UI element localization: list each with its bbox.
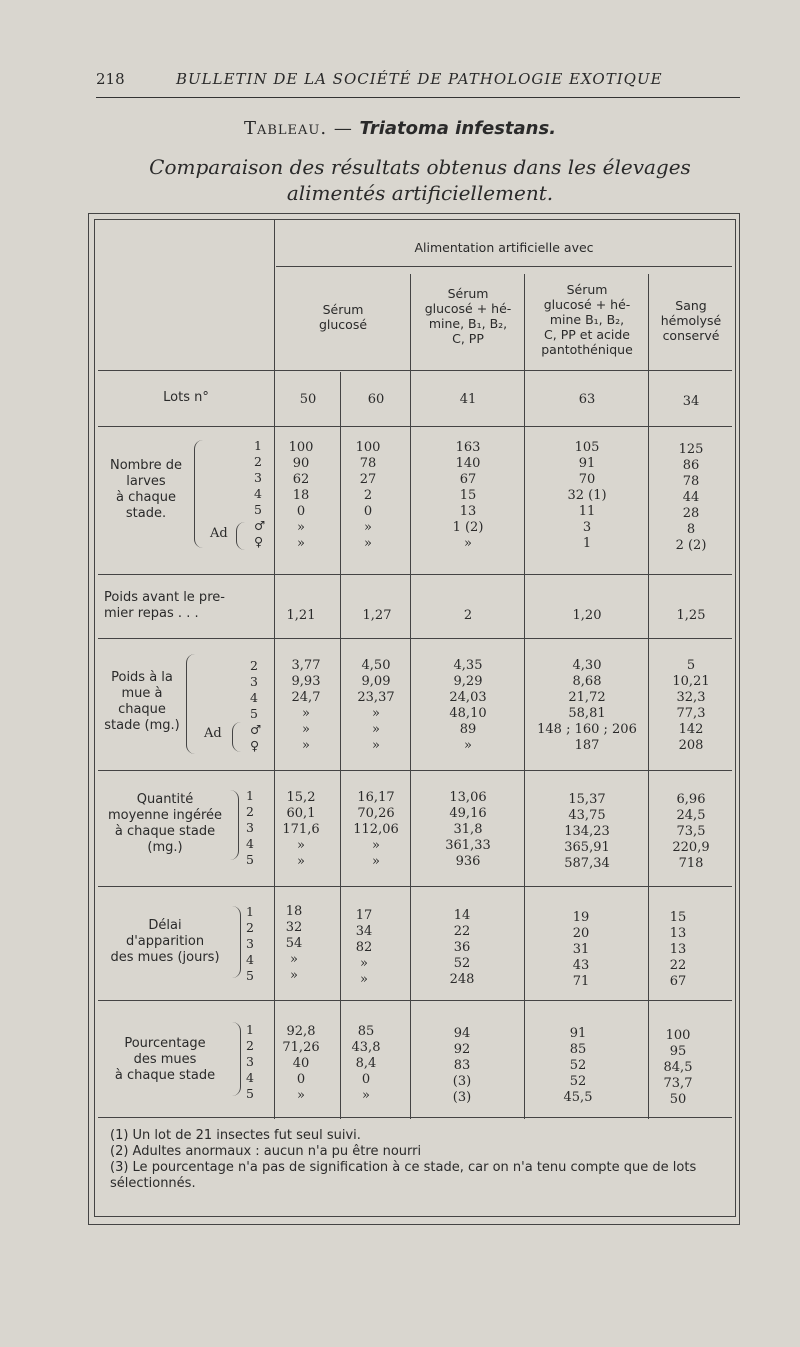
data-column <box>526 792 648 872</box>
brace <box>194 440 203 548</box>
data-cell: 43,75 <box>568 808 606 823</box>
data-cell: » <box>372 738 380 753</box>
adult-label: Ad <box>210 526 228 541</box>
row-label-line: d'apparition <box>125 934 205 949</box>
row-label-line: Poids avant le pre- <box>104 590 225 605</box>
column-header-serum-glucose-hemine <box>412 286 524 346</box>
data-cell: 3,77 <box>291 658 321 673</box>
table-subtitle: Comparaison des résultats obtenus dans les élevages alimentés artificiellement. <box>149 155 691 205</box>
data-cell: » <box>297 536 305 551</box>
column-header-line: Sérum <box>447 286 489 301</box>
row-label-line: Quantité <box>136 792 194 807</box>
stage-number: 5 <box>246 852 254 867</box>
data-cell: 48,10 <box>449 706 487 721</box>
grid-vline <box>340 372 341 1119</box>
stage-number: 3 <box>250 674 258 689</box>
row-label-quantite-ingeree <box>98 792 232 856</box>
row-label-nombre-de-larves <box>98 458 194 522</box>
data-cell: 78 <box>359 456 377 471</box>
header-rule <box>96 97 740 98</box>
column-header-line: glucosé + hé- <box>424 301 512 316</box>
stage-number: 4 <box>250 690 258 705</box>
row-label-line: (mg.) <box>147 840 183 855</box>
data-column <box>650 910 706 990</box>
data-cell: 13 <box>669 926 687 941</box>
data-cell: 54 <box>285 936 303 951</box>
stage-number: 4 <box>246 952 254 967</box>
data-cell: » <box>302 722 310 737</box>
row-label-line: Nombre de <box>109 458 183 473</box>
row-label-line: à chaque stade <box>114 824 216 839</box>
data-cell: 16,17 <box>357 790 395 805</box>
stage-number: 1 <box>246 788 254 803</box>
data-cell: 71 <box>572 974 590 989</box>
row-label-poids-a-la-mue <box>98 670 186 734</box>
data-cell: 14 <box>453 908 471 923</box>
data-cell: 134,23 <box>564 824 610 839</box>
data-cell: » <box>362 1088 370 1103</box>
data-column <box>412 1026 512 1106</box>
data-cell: 100 <box>665 1028 691 1043</box>
data-cell: 52 <box>569 1074 587 1089</box>
data-column <box>342 908 386 988</box>
column-header-line: mine B₁, B₂, <box>549 312 625 327</box>
stage-number: 3 <box>246 820 254 835</box>
stage-number: 2 <box>250 658 258 673</box>
data-cell: 9,09 <box>361 674 391 689</box>
column-header-sang-hemolyse <box>650 298 732 343</box>
data-column <box>650 658 732 754</box>
data-column <box>342 1024 390 1104</box>
grid-vline <box>648 274 649 1119</box>
stage-number: 1 <box>246 904 254 919</box>
column-header-serum-pantothenique <box>526 282 648 357</box>
data-cell: 4,30 <box>572 658 602 673</box>
data-cell: 18 <box>285 904 303 919</box>
data-cell: 84,5 <box>663 1060 693 1075</box>
data-column <box>650 792 732 872</box>
data-cell: 77,3 <box>676 706 706 721</box>
brace <box>230 790 239 860</box>
grid-hline <box>276 266 732 267</box>
data-cell: 71,26 <box>282 1040 320 1055</box>
data-cell: 0 <box>363 504 373 519</box>
grid-vline <box>524 274 525 1119</box>
brace <box>232 1022 241 1096</box>
row-label-line: des mues <box>133 1052 197 1067</box>
stage-male-symbol: ♂ <box>250 722 262 737</box>
data-cell: 82 <box>355 940 373 955</box>
stage-number: 1 <box>254 438 262 453</box>
data-cell: 95 <box>669 1044 687 1059</box>
data-cell: 8 <box>686 522 696 537</box>
data-cell: 11 <box>578 504 596 519</box>
lot-number: 60 <box>367 392 385 407</box>
data-cell: » <box>464 536 472 551</box>
data-cell: 248 <box>449 972 475 987</box>
data-cell: 8,68 <box>572 674 602 689</box>
data-cell: 208 <box>678 738 704 753</box>
stage-number: 3 <box>254 470 262 485</box>
data-column <box>650 442 732 554</box>
data-cell: 91 <box>578 456 596 471</box>
data-cell: 20 <box>572 926 590 941</box>
data-cell: 83 <box>453 1058 471 1073</box>
data-cell: 3 <box>582 520 592 535</box>
lot-number: 50 <box>299 392 317 407</box>
data-cell: » <box>360 972 368 987</box>
lot-number: 34 <box>682 394 700 409</box>
data-cell: 86 <box>682 458 700 473</box>
row-label-line: stade (mg.) <box>104 718 180 733</box>
lots-label: Lots n° <box>163 390 209 405</box>
data-cell: 62 <box>292 472 310 487</box>
data-cell: 18 <box>292 488 310 503</box>
adult-label: Ad <box>204 726 222 741</box>
stage-list <box>246 1022 262 1102</box>
data-column <box>412 908 512 988</box>
lot-number: 41 <box>459 392 477 407</box>
data-cell: 31 <box>572 942 590 957</box>
data-cell: 718 <box>678 856 704 871</box>
data-cell: 6,96 <box>676 792 706 807</box>
row-label-line: mier repas . . . <box>104 606 199 621</box>
row-label-line: à chaque stade <box>114 1068 216 1083</box>
data-cell: 92 <box>453 1042 471 1057</box>
data-column <box>342 790 410 870</box>
grid-hline <box>98 426 732 427</box>
column-header-line: C, PP et acide <box>544 327 630 342</box>
data-cell: 32 <box>285 920 303 935</box>
stage-list <box>246 788 262 868</box>
data-cell: 85 <box>357 1024 375 1039</box>
data-cell: (3) <box>452 1074 472 1089</box>
data-cell: 32 (1) <box>567 488 607 503</box>
table-title <box>0 118 800 139</box>
stage-list <box>250 658 266 754</box>
stage-number: 5 <box>250 706 258 721</box>
column-header-line: conservé <box>662 328 720 343</box>
grid-vline <box>410 274 411 1119</box>
data-cell: 148 ; 160 ; 206 <box>537 722 637 737</box>
data-cell: 73,7 <box>663 1076 693 1091</box>
data-cell: 67 <box>459 472 477 487</box>
column-header-line: Sérum <box>322 302 364 317</box>
data-cell: 89 <box>459 722 477 737</box>
data-cell: 17 <box>355 908 373 923</box>
data-cell: » <box>297 854 305 869</box>
data-cell: 1,25 <box>676 608 706 623</box>
brace <box>236 522 245 550</box>
data-cell: » <box>364 536 372 551</box>
data-cell: 140 <box>455 456 481 471</box>
stage-number: 5 <box>254 502 262 517</box>
row-label-delai-apparition <box>98 918 232 966</box>
column-header-line: hémolysé <box>660 313 722 328</box>
data-cell: 70 <box>578 472 596 487</box>
data-cell: 13,06 <box>449 790 487 805</box>
column-header-line: Sang <box>675 298 707 313</box>
data-cell: » <box>372 722 380 737</box>
data-cell: 19 <box>572 910 590 925</box>
data-cell: 32,3 <box>676 690 706 705</box>
data-cell: » <box>464 738 472 753</box>
data-cell: 40 <box>292 1056 310 1071</box>
row-label-line: Délai <box>148 918 182 933</box>
stage-number: 4 <box>254 486 262 501</box>
data-cell: 171,6 <box>282 822 320 837</box>
stage-list <box>246 904 262 984</box>
data-cell: 15 <box>459 488 477 503</box>
data-column <box>276 904 312 984</box>
data-cell: 70,26 <box>357 806 395 821</box>
data-cell: 8,4 <box>355 1056 377 1071</box>
data-cell: 163 <box>455 440 481 455</box>
page-number: 218 <box>96 70 125 88</box>
data-cell: 23,37 <box>357 690 395 705</box>
grid-hline <box>98 1117 732 1118</box>
data-cell: 142 <box>678 722 704 737</box>
data-column <box>342 658 410 754</box>
row-label-line: à chaque <box>116 490 176 505</box>
data-cell: » <box>297 838 305 853</box>
data-cell: 125 <box>678 442 704 457</box>
data-cell: 587,34 <box>564 856 610 871</box>
data-cell: 15,37 <box>568 792 606 807</box>
grid-hline <box>98 574 732 575</box>
title-dash: — <box>333 118 353 139</box>
data-column <box>276 658 336 754</box>
stage-female-symbol: ♀ <box>250 738 260 753</box>
column-header-line: mine, B₁, B₂, <box>428 316 508 331</box>
data-cell: 365,91 <box>564 840 610 855</box>
stage-number: 3 <box>246 1054 254 1069</box>
data-cell: 1 <box>582 536 592 551</box>
data-cell: 1 (2) <box>452 520 484 535</box>
data-cell: 0 <box>296 1072 306 1087</box>
grid-vline <box>274 219 275 1119</box>
data-cell: 187 <box>574 738 600 753</box>
data-cell: 9,29 <box>453 674 483 689</box>
stage-number: 3 <box>246 936 254 951</box>
brace <box>232 722 241 752</box>
data-cell: 67 <box>669 974 687 989</box>
row-label-pourcentage-mues <box>98 1036 232 1084</box>
data-cell: 15,2 <box>286 790 316 805</box>
footnote: (3) Le pourcentage n'a pas de signification à ce stade, car on n'a tenu compte que de lots sélectionnés. <box>110 1160 697 1191</box>
data-column <box>412 658 524 754</box>
row-label-line: chaque <box>118 702 166 717</box>
grid-hline <box>98 1000 732 1001</box>
data-cell: 21,72 <box>568 690 606 705</box>
column-header-line: glucosé + hé- <box>543 297 631 312</box>
data-cell: 44 <box>682 490 700 505</box>
data-cell: 94 <box>453 1026 471 1041</box>
data-cell: 43 <box>572 958 590 973</box>
data-cell: 361,33 <box>445 838 491 853</box>
data-cell: 34 <box>355 924 373 939</box>
group-header: Alimentation artificielle avec <box>414 240 594 255</box>
column-header-line: pantothénique <box>541 342 633 357</box>
stage-number: 5 <box>246 968 254 983</box>
grid-hline <box>98 886 732 887</box>
data-cell: 45,5 <box>563 1090 593 1105</box>
data-column <box>342 440 394 552</box>
data-cell: » <box>297 520 305 535</box>
data-column <box>276 790 326 870</box>
data-cell: 92,8 <box>286 1024 316 1039</box>
data-cell: 24,03 <box>449 690 487 705</box>
stage-number: 2 <box>246 920 254 935</box>
stage-number: 2 <box>254 454 262 469</box>
data-cell: 50 <box>669 1092 687 1107</box>
data-cell: 43,8 <box>351 1040 381 1055</box>
data-cell: 73,5 <box>676 824 706 839</box>
data-column <box>412 790 524 870</box>
column-header-serum-glucose <box>276 302 410 332</box>
data-cell: 0 <box>296 504 306 519</box>
data-column <box>526 910 636 990</box>
data-cell: 0 <box>361 1072 371 1087</box>
column-header-line: glucosé <box>318 317 368 332</box>
stage-number: 1 <box>246 1022 254 1037</box>
column-header-line: Sérum <box>566 282 608 297</box>
journal-title: BULLETIN DE LA SOCIÉTÉ DE PATHOLOGIE EXOTIQUE <box>176 70 663 88</box>
brace <box>186 654 195 754</box>
data-cell: » <box>297 1088 305 1103</box>
data-cell: (3) <box>452 1090 472 1105</box>
brace <box>232 906 241 978</box>
data-cell: » <box>372 854 380 869</box>
data-cell: 5 <box>686 658 696 673</box>
column-header-line: C, PP <box>452 331 484 346</box>
data-column <box>412 440 524 552</box>
data-cell: » <box>302 706 310 721</box>
data-cell: 1,27 <box>362 608 392 623</box>
data-cell: 15 <box>669 910 687 925</box>
data-cell: 52 <box>569 1058 587 1073</box>
stage-number: 2 <box>246 1038 254 1053</box>
row-label-line: stade. <box>125 506 167 521</box>
stage-number: 2 <box>246 804 254 819</box>
data-cell: 27 <box>359 472 377 487</box>
data-cell: 1,20 <box>572 608 602 623</box>
data-cell: 9,93 <box>291 674 321 689</box>
data-cell: 52 <box>453 956 471 971</box>
data-cell: 22 <box>669 958 687 973</box>
footnotes <box>110 1128 720 1192</box>
row-label-line: larves <box>126 474 166 489</box>
stage-number: 4 <box>246 836 254 851</box>
data-cell: » <box>290 968 298 983</box>
data-cell: » <box>372 838 380 853</box>
data-cell: 78 <box>682 474 700 489</box>
data-cell: 24,5 <box>676 808 706 823</box>
lot-number: 63 <box>578 392 596 407</box>
data-column <box>526 440 648 552</box>
data-cell: 4,50 <box>361 658 391 673</box>
data-cell: 112,06 <box>353 822 399 837</box>
data-cell: 100 <box>288 440 314 455</box>
data-cell: » <box>364 520 372 535</box>
data-cell: 49,16 <box>449 806 487 821</box>
data-cell: 13 <box>669 942 687 957</box>
row-label-line: moyenne ingérée <box>107 808 223 823</box>
data-cell: » <box>360 956 368 971</box>
title-prefix: Tableau. <box>243 118 328 139</box>
data-column <box>526 658 648 754</box>
row-label-line: mue à <box>121 686 163 701</box>
data-cell: 2 <box>363 488 373 503</box>
data-cell: 220,9 <box>672 840 710 855</box>
data-cell: 90 <box>292 456 310 471</box>
row-label-line: Pourcentage <box>124 1036 206 1051</box>
data-cell: 60,1 <box>286 806 316 821</box>
grid-hline <box>98 638 732 639</box>
data-cell: » <box>290 952 298 967</box>
data-cell: 100 <box>355 440 381 455</box>
data-cell: 22 <box>453 924 471 939</box>
row-label-line: des mues (jours) <box>110 950 220 965</box>
data-cell: 31,8 <box>453 822 483 837</box>
data-column <box>276 440 326 552</box>
stage-female-symbol: ♀ <box>254 534 264 549</box>
stage-male-symbol: ♂ <box>254 518 266 533</box>
data-cell: 1,21 <box>286 608 316 623</box>
data-cell: 24,7 <box>291 690 321 705</box>
data-column <box>650 1028 706 1108</box>
data-cell: 28 <box>682 506 700 521</box>
data-cell: 13 <box>459 504 477 519</box>
row-label-line: Poids à la <box>111 670 173 685</box>
data-column <box>526 1026 630 1106</box>
footnote: (1) Un lot de 21 insectes fut seul suivi. <box>110 1128 361 1143</box>
stage-list <box>254 438 270 550</box>
row-label-poids-avant-repas <box>104 590 272 622</box>
data-column <box>276 1024 326 1104</box>
data-cell: 36 <box>453 940 471 955</box>
data-cell: » <box>372 706 380 721</box>
stage-number: 4 <box>246 1070 254 1085</box>
data-cell: 2 <box>463 608 473 623</box>
data-cell: 105 <box>574 440 600 455</box>
data-cell: 91 <box>569 1026 587 1041</box>
title-species: Triatoma infestans. <box>359 118 557 139</box>
running-header <box>0 70 800 94</box>
footnote: (2) Adultes anormaux : aucun n'a pu être nourri <box>110 1144 422 1159</box>
data-cell: 10,21 <box>672 674 710 689</box>
data-cell: 936 <box>455 854 481 869</box>
grid-hline <box>98 770 732 771</box>
grid-hline <box>98 370 732 371</box>
stage-number: 5 <box>246 1086 254 1101</box>
data-cell: 2 (2) <box>675 538 707 553</box>
data-cell: 4,35 <box>453 658 483 673</box>
data-cell: 85 <box>569 1042 587 1057</box>
data-cell: » <box>302 738 310 753</box>
data-cell: 58,81 <box>568 706 606 721</box>
